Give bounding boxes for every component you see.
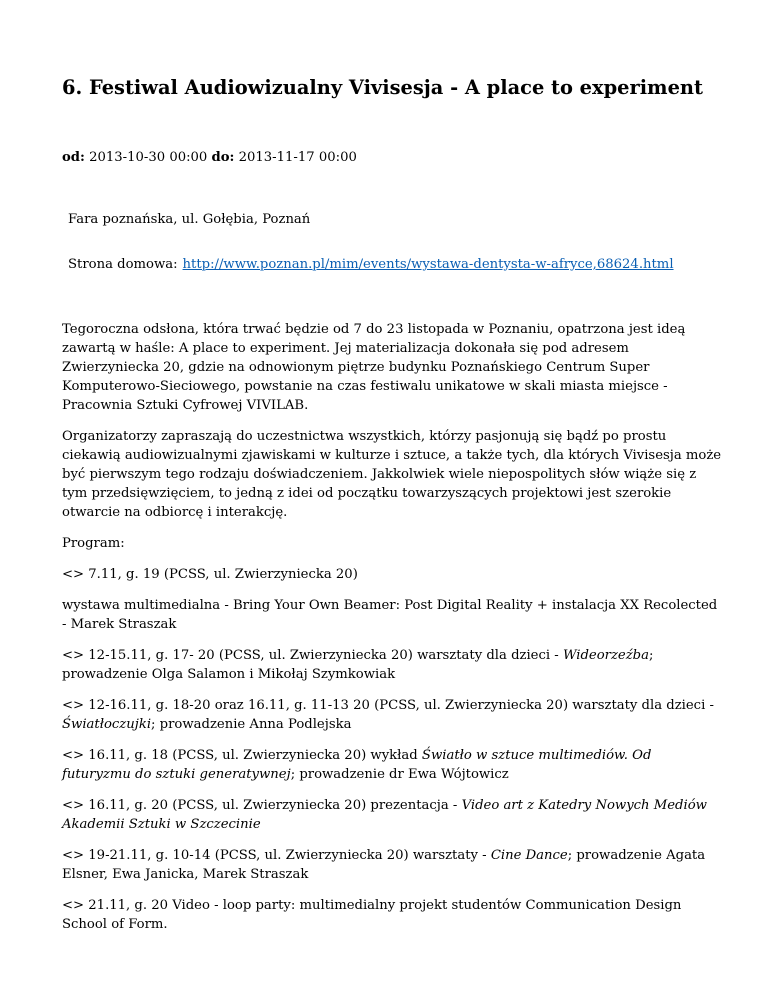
program-item-6-text: <> 19-21.11, g. 10-14 (PCSS, ul. Zwierzyniecka 20) warsztaty - <box>62 848 491 863</box>
program-item-7: <> 21.11, g. 20 Video - loop party: multimedialny projekt studentów Communication Design School of Form. <box>62 898 682 932</box>
program-item-3-host: ; prowadzenie Anna Podlejska <box>151 717 352 732</box>
program-item-2-host: ; prowadzenie Olga Salamon i Mikołaj Szymkowiak <box>62 648 654 682</box>
page-title: 6. Festiwal Audiowizualny Vivisesja - A place to experiment <box>62 76 703 99</box>
program-item-6 <box>62 846 722 884</box>
event-dates <box>62 150 357 165</box>
program-item-6-title: Cine Dance <box>490 848 568 863</box>
homepage-link[interactable]: http://www.poznan.pl/mim/events/wystawa-dentysta-w-afryce,68624.html <box>182 257 674 272</box>
date-from-value: 2013-10-30 00:00 <box>89 150 208 165</box>
date-from-label: od: <box>62 150 85 165</box>
program-item-5-text: <> 16.11, g. 20 (PCSS, ul. Zwierzyniecka 20) prezentacja - <box>62 798 462 813</box>
program-item-5 <box>62 796 722 834</box>
program-heading: Program: <box>62 536 125 551</box>
program-item-2-text: <> 12-15.11, g. 17- 20 (PCSS, ul. Zwierzyniecka 20) warsztaty dla dzieci - <box>62 648 563 663</box>
homepage-label: Strona domowa: <box>68 257 178 272</box>
program-item-3-text: <> 12-16.11, g. 18-20 oraz 16.11, g. 11-13 20 (PCSS, ul. Zwierzyniecka 20) warsztaty dla dzieci - <box>62 698 714 713</box>
program-item-4 <box>62 746 722 784</box>
event-description <box>62 320 722 946</box>
program-item-3-title: Światłoczujki <box>62 717 152 732</box>
program-item-6-host: ; prowadzenie Agata Elsner, Ewa Janicka, Marek Straszak <box>62 848 706 882</box>
program-item-5-title: Video art z Katedry Nowych Mediów Akademii Sztuki w Szczecinie <box>62 798 707 832</box>
program-item-4-host: ; prowadzenie dr Ewa Wójtowicz <box>290 767 509 782</box>
date-to-value: 2013-11-17 00:00 <box>238 150 357 165</box>
program-item-3 <box>62 696 722 734</box>
program-item-4-text: <> 16.11, g. 18 (PCSS, ul. Zwierzyniecka 20) wykład <box>62 748 422 763</box>
program-item-2 <box>62 646 722 684</box>
description-paragraph-1: Tegoroczna odsłona, która trwać będzie od 7 do 23 listopada w Poznaniu, opatrzona jest ideą zawartą w haśle: A place to experiment. Jej materializacja dokonała się pod adresem Zwierzyniecka 20, gdzie na odnowionym piętrze budynku Poznańskiego Centrum Super Komputerowo-Sieciowego, powstanie na czas festiwalu unikatowe w skali miasta miejsce - Pracownia Sztuki Cyfrowej VIVILAB. <box>62 322 686 413</box>
program-item-4-title: Światło w sztuce multimediów. Od futuryzmu do sztuki generatywnej <box>62 748 652 782</box>
homepage-row <box>68 257 674 272</box>
date-to-label: do: <box>211 150 235 165</box>
program-item-1-head: <> 7.11, g. 19 (PCSS, ul. Zwierzyniecka 20) <box>62 567 358 582</box>
program-item-1-body: wystawa multimedialna - Bring Your Own Beamer: Post Digital Reality + instalacja XX Recolected - Marek Straszak <box>62 598 718 632</box>
program-item-2-title: Wideorzeźba <box>562 648 649 663</box>
event-location: Fara poznańska, ul. Gołębia, Poznań <box>68 212 311 227</box>
description-paragraph-2: Organizatorzy zapraszają do uczestnictwa wszystkich, którzy pasjonują się bądź po prostu ciekawią audiowizualnymi zjawiskami w kulturze i sztuce, a także tych, dla których Vivisesja może być pierwszym tego rodzaju doświadczeniem. Jakkolwiek wiele niepospolitych słów wiąże się z tym przedsięwzięciem, to jedną z idei od początku towarzyszących projektowi jest szerokie otwarcie na odbiorcę i interakcję. <box>62 429 722 520</box>
